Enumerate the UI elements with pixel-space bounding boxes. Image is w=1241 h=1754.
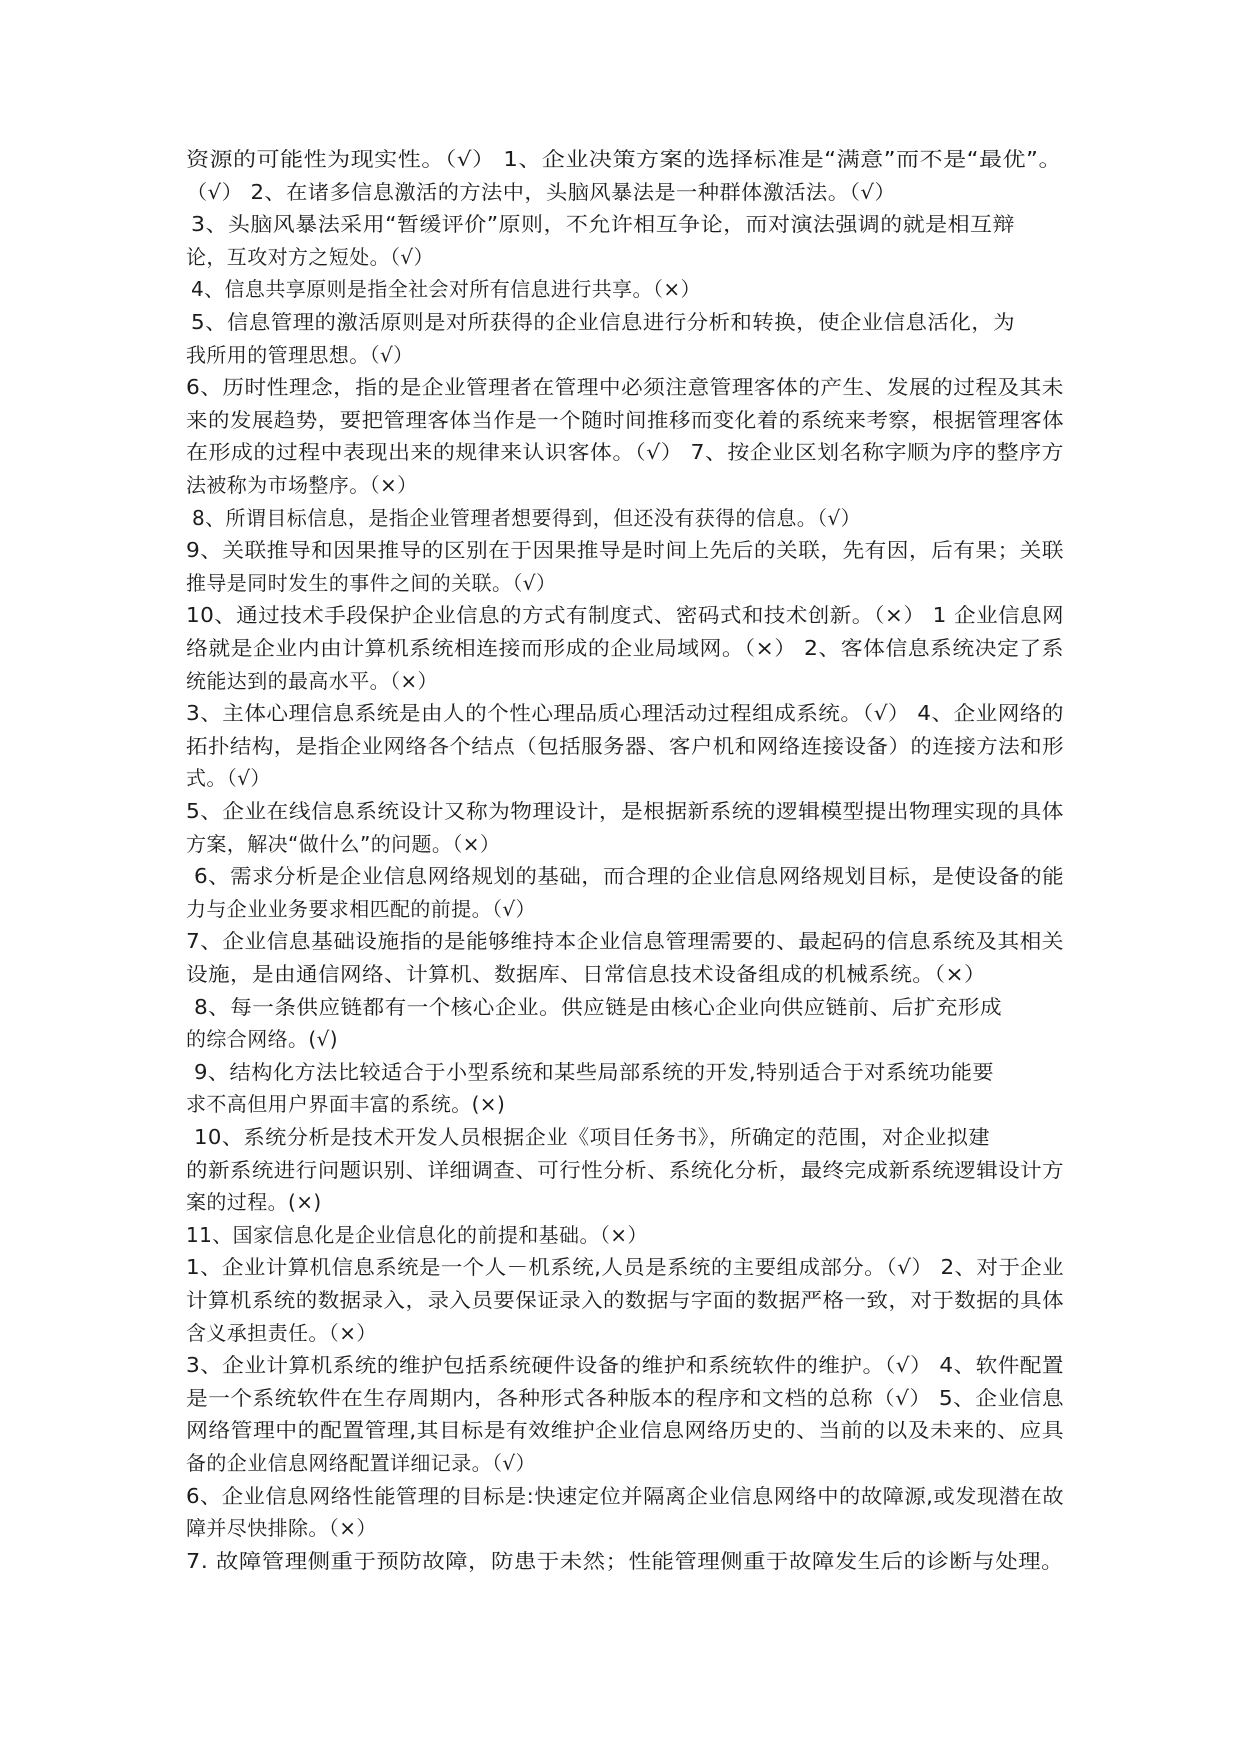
- text-line: 障并尽快排除。（×）: [186, 1516, 377, 1540]
- text-line: 我所用的管理思想。（√）: [186, 343, 414, 367]
- text-line: 5、信息管理的激活原则是对所获得的企业信息进行分析和转换，使企业信息活化，为: [191, 310, 1015, 334]
- text-line: 推导是同时发生的事件之间的关联。（√）: [186, 571, 557, 595]
- text-line: 6、企业信息网络性能管理的目标是:快速定位并隔离企业信息网络中的故障源,或发现潜在故: [186, 1484, 1064, 1508]
- text-line: 含义承担责任。（×）: [186, 1321, 377, 1345]
- text-line: （√） 2、在诸多信息激活的方法中，头脑风暴法是一种群体激活法。（√）: [186, 180, 897, 204]
- text-line: 统能达到的最高水平。（×）: [186, 669, 438, 693]
- text-line: 8、所谓目标信息，是指企业管理者想要得到，但还没有获得的信息。（√）: [192, 506, 862, 530]
- text-line: 4、信息共享原则是指全社会对所有信息进行共享。（×）: [191, 277, 701, 301]
- text-line: 的新系统进行问题识别、详细调查、可行性分析、系统化分析，最终完成新系统逻辑设计方: [186, 1158, 1065, 1182]
- text-line: 计算机系统的数据录入，录入员要保证录入的数据与字面的数据严格一致，对于数据的具体: [186, 1288, 1065, 1312]
- text-line: 资源的可能性为现实性。（√） 1、企业决策方案的选择标准是“满意”而不是“最优”。: [186, 147, 1062, 171]
- text-line: 网络管理中的配置管理,其目标是有效维护企业信息网络历史的、当前的以及未来的、应具: [186, 1418, 1065, 1442]
- text-line: 络就是企业内由计算机系统相连接而形成的企业局域网。（×） 2、客体信息系统决定了系: [186, 636, 1064, 660]
- text-line: 方案，解决“做什么”的问题。（×）: [186, 832, 501, 856]
- text-line: 1、企业计算机信息系统是一个人－机系统,人员是系统的主要组成部分。（√） 2、对于企业: [186, 1255, 1064, 1279]
- text-line: 10、通过技术手段保护企业信息的方式有制度式、密码式和技术创新。（×） 1 企业信息网: [186, 603, 1065, 627]
- text-line: 拓扑结构，是指企业网络各个结点（包括服务器、客户机和网络连接设备）的连接方法和形: [186, 734, 1065, 758]
- text-line: 7. 故障管理侧重于预防故障，防患于未然；性能管理侧重于故障发生后的诊断与处理。: [186, 1549, 1064, 1573]
- text-line: 的综合网络。(√): [186, 1027, 338, 1051]
- text-line: 求不高但用户界面丰富的系统。(×): [186, 1092, 506, 1116]
- text-line: 11、国家信息化是企业信息化的前提和基础。（×）: [186, 1223, 648, 1247]
- text-line: 设施，是由通信网络、计算机、数据库、日常信息技术设备组成的机械系统。（×）: [186, 962, 986, 986]
- text-line: 式。（√）: [186, 766, 271, 790]
- text-line: 5、企业在线信息系统设计又称为物理设计，是根据新系统的逻辑模型提出物理实现的具体: [186, 799, 1064, 823]
- text-line: 10、系统分析是技术开发人员根据企业《项目任务书》，所确定的范围，对企业拟建: [194, 1125, 990, 1149]
- text-line: 论，互攻对方之短处。（√）: [186, 245, 434, 269]
- text-line: 9、关联推导和因果推导的区别在于因果推导是时间上先后的关联，先有因，后有果；关联: [186, 538, 1064, 562]
- text-line: 力与企业业务要求相匹配的前提。（√）: [186, 897, 536, 921]
- text-line: 是一个系统软件在生存周期内，各种形式各种版本的程序和文档的总称（√） 5、企业信息: [186, 1386, 1064, 1410]
- text-line: 6、需求分析是企业信息网络规划的基础，而合理的企业信息网络规划目标，是使设备的能: [194, 864, 1065, 888]
- text-line: 6、历时性理念，指的是企业管理者在管理中必须注意管理客体的产生、发展的过程及其未: [186, 375, 1064, 399]
- text-line: 3、头脑风暴法采用“暂缓评价”原则，不允许相互争论，而对演法强调的就是相互辩: [191, 212, 1015, 236]
- text-line: 9、结构化方法比较适合于小型系统和某些局部系统的开发,特别适合于对系统功能要: [194, 1060, 994, 1084]
- text-line: 备的企业信息网络配置详细记录。（√）: [186, 1451, 536, 1475]
- text-line: 8、每一条供应链都有一个核心企业。供应链是由核心企业向供应链前、后扩充形成: [194, 995, 1003, 1019]
- text-line: 来的发展趋势，要把管理客体当作是一个随时间推移而变化着的系统来考察，根据管理客体: [186, 408, 1065, 432]
- text-line: 7、企业信息基础设施指的是能够维持本企业信息管理需要的、最起码的信息系统及其相关: [186, 929, 1064, 953]
- text-line: 3、企业计算机系统的维护包括系统硬件设备的维护和系统软件的维护。（√） 4、软件配置: [186, 1353, 1064, 1377]
- text-line: 法被称为市场整序。（×）: [186, 473, 418, 497]
- text-line: 在形成的过程中表现出来的规律来认识客体。（√） 7、按企业区划名称字顺为序的整序方: [186, 440, 1064, 464]
- text-line: 案的过程。(×): [186, 1190, 322, 1214]
- text-line: 3、主体心理信息系统是由人的个性心理品质心理活动过程组成系统。（√） 4、企业网络的: [186, 701, 1064, 725]
